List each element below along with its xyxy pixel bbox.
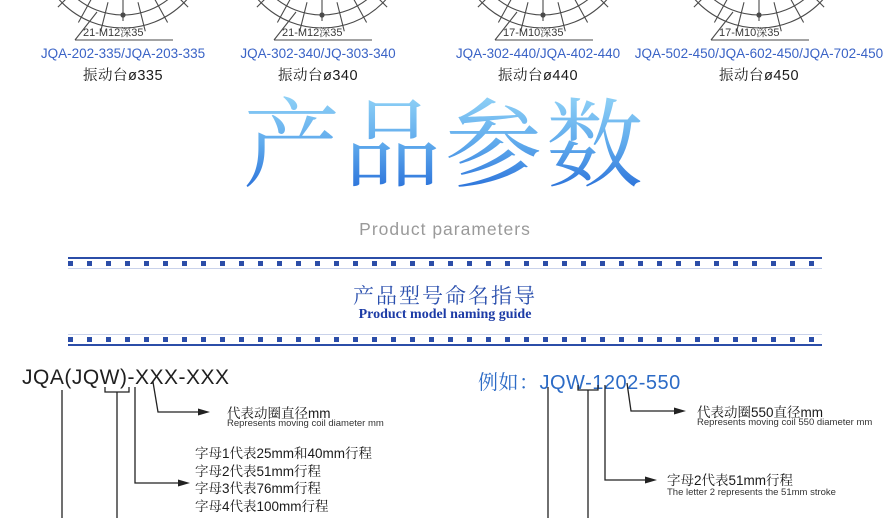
model-numbers: JQA-302-440/JQA-402-440 [455, 46, 621, 61]
product-card [443, 0, 633, 85]
divider-faint-line [68, 334, 822, 335]
bolt-spec-label: 21-M12深35 [83, 27, 144, 39]
example-diameter-note-zh: 代表动圈550直径mm [697, 405, 824, 420]
model-numbers: JQA-202-335/JQA-203-335 [40, 46, 206, 61]
divider-line [68, 344, 822, 346]
stroke-code-list [195, 445, 372, 515]
example-model-text: 例如：JQW-1202-550 [478, 372, 681, 394]
product-name: 振动台ø440 [497, 68, 579, 84]
vibration-table-drawing [659, 0, 859, 44]
naming-guide-title-en: Product model naming guide [358, 307, 532, 322]
section-title-en: Product parameters [359, 219, 531, 239]
example-diameter-note-en: Represents moving coil 550 diameter mm [697, 417, 873, 428]
product-card [222, 0, 414, 85]
section-title-zh: 产品参数 [0, 92, 890, 201]
divider-bottom [68, 334, 822, 346]
divider-line [68, 257, 822, 259]
stroke-code-item: 字母4代表100mm行程 [195, 498, 329, 514]
product-name: 振动台ø335 [82, 68, 164, 84]
divider-faint-line [68, 268, 822, 269]
stroke-code-item: 字母2代表51mm行程 [195, 463, 322, 479]
bolt-spec-label: 21-M12深35 [282, 27, 343, 39]
divider-dots [68, 337, 822, 342]
product-card [18, 0, 228, 85]
diameter-note-en: Represents moving coil diameter mm [227, 418, 384, 429]
bolt-spec-label: 17-M10深35 [719, 27, 780, 39]
stroke-code-item: 字母3代表76mm行程 [195, 481, 322, 497]
product-name: 振动台ø340 [277, 68, 359, 84]
product-card [633, 0, 885, 85]
vibration-table-drawing [443, 0, 643, 44]
model-numbers: JQA-302-340/JQ-303-340 [240, 46, 396, 61]
vibration-table-drawing [23, 0, 223, 44]
divider-dots [68, 261, 822, 266]
example-stroke-note-zh: 字母2代表51mm行程 [667, 473, 794, 488]
naming-guide-title-zh: 产品型号命名指导 [353, 285, 537, 308]
product-name: 振动台ø450 [718, 68, 800, 84]
diameter-note-zh: 代表动圈直径mm [227, 406, 331, 421]
stroke-code-item: 字母1代表25mm和40mm行程 [195, 446, 373, 461]
model-pattern-text: JQA(JQW)-XXX-XXX [22, 366, 230, 389]
bolt-spec-label: 17-M10深35 [503, 27, 564, 39]
vibration-table-drawing [222, 0, 422, 44]
example-stroke-note-en: The letter 2 represents the 51mm stroke [667, 487, 836, 498]
divider-top [68, 257, 822, 269]
model-numbers: JQA-502-450/JQA-602-450/JQA-702-450 [634, 46, 884, 61]
